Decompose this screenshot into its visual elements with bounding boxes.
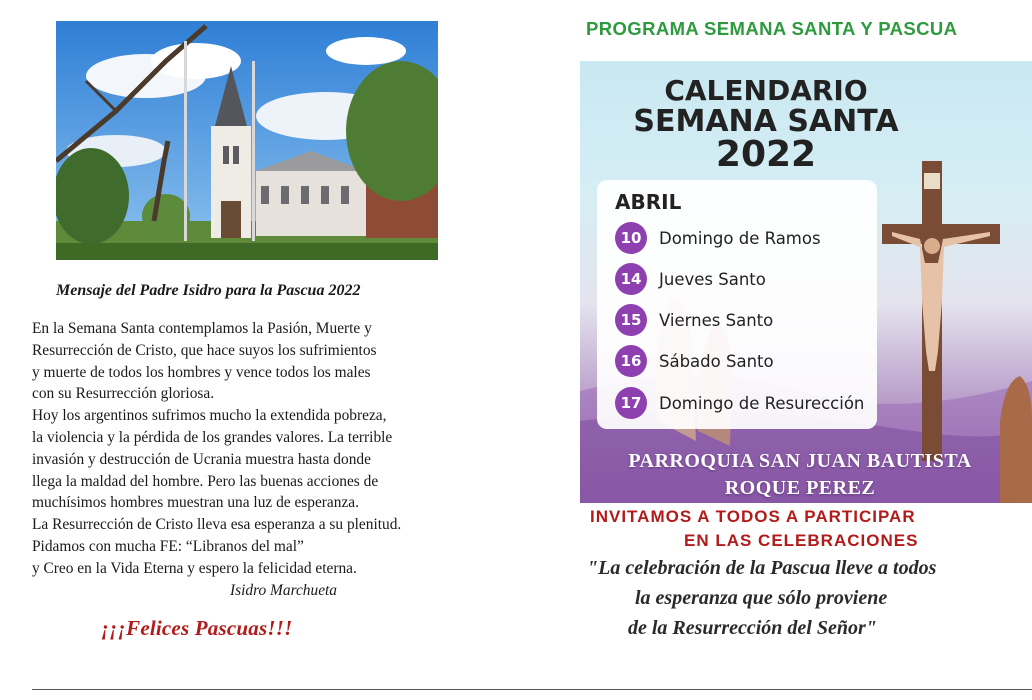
calendar-event	[615, 263, 766, 295]
program-title: PROGRAMA SEMANA SANTA Y PASCUA	[586, 18, 958, 39]
signature: Isidro Marchueta	[230, 581, 338, 599]
parish-town: ROQUE PEREZ	[724, 477, 876, 499]
invitation-line1: INVITAMOS A TODOS A PARTICIPAR	[590, 507, 916, 526]
message-line: muchísimos hombres muestran una luz de esperanza.	[32, 494, 359, 512]
event-day-badge: 14	[615, 263, 647, 295]
message-line: y Creo en la Vida Eterna y espero la felicidad eterna.	[32, 559, 357, 577]
event-name: Domingo de Ramos	[659, 228, 821, 248]
message-line: La Resurrección de Cristo lleva esa esperanza a su plenitud.	[32, 516, 402, 534]
parish-name: PARROQUIA SAN JUAN BAUTISTA	[628, 450, 972, 472]
message-body	[32, 318, 512, 601]
calendar-poster	[580, 61, 1032, 503]
event-day-badge: 17	[615, 387, 647, 419]
quote-line3: de la Resurrección del Señor"	[628, 617, 877, 639]
message-line: En la Semana Santa contemplamos la Pasión, Muerte y	[32, 320, 372, 337]
calendar-event	[615, 345, 774, 377]
message-line: invasión y destrucción de Ucrania muestra hasta donde	[32, 450, 371, 468]
calendar-event	[615, 304, 773, 336]
event-name: Viernes Santo	[659, 310, 774, 330]
message-line: Hoy los argentinos sufrimos mucho la extendida pobreza,	[32, 407, 387, 425]
quote-line2: la esperanza que sólo proviene	[635, 587, 888, 609]
invitation-line2: EN LAS CELEBRACIONES	[684, 531, 919, 550]
message-title: Mensaje del Padre Isidro para la Pascua 2022	[56, 282, 361, 299]
event-name: Sábado Santo	[659, 351, 774, 371]
poster-title-line1: CALENDARIO	[664, 74, 868, 107]
event-name: Domingo de Resurección	[659, 393, 865, 413]
poster-title-year: 2022	[715, 134, 817, 175]
message-line: Pidamos con mucha FE: “Libranos del mal”	[32, 537, 304, 555]
message-line: llega la maldad del hombre. Pero las buenas acciones de	[32, 472, 379, 490]
event-day-badge: 15	[615, 304, 647, 336]
event-day-badge: 16	[615, 345, 647, 377]
event-name: Jueves Santo	[659, 269, 766, 289]
message-line: y muerte de todos los hombres y vence todos los males	[32, 363, 371, 381]
calendar-event	[615, 222, 821, 254]
event-day-badge: 10	[615, 222, 647, 254]
message-line: con su Resurrección gloriosa.	[32, 385, 215, 403]
poster-title-line2: SEMANA SANTA	[633, 104, 899, 139]
message-line: la violencia y la pérdida de los grandes valores. La terrible	[32, 428, 393, 446]
message-line: Resurrección de Cristo, que hace suyos los sufrimientos	[32, 341, 377, 359]
church-photo	[56, 21, 438, 260]
bottom-divider	[32, 689, 1032, 690]
easter-greeting: ¡¡¡Felices Pascuas!!!	[101, 616, 293, 640]
quote-line1: "La celebración de la Pascua lleve a todos	[587, 557, 937, 579]
calendar-month: ABRIL	[615, 190, 682, 214]
calendar-event	[615, 387, 864, 419]
calendar-card	[597, 180, 877, 429]
